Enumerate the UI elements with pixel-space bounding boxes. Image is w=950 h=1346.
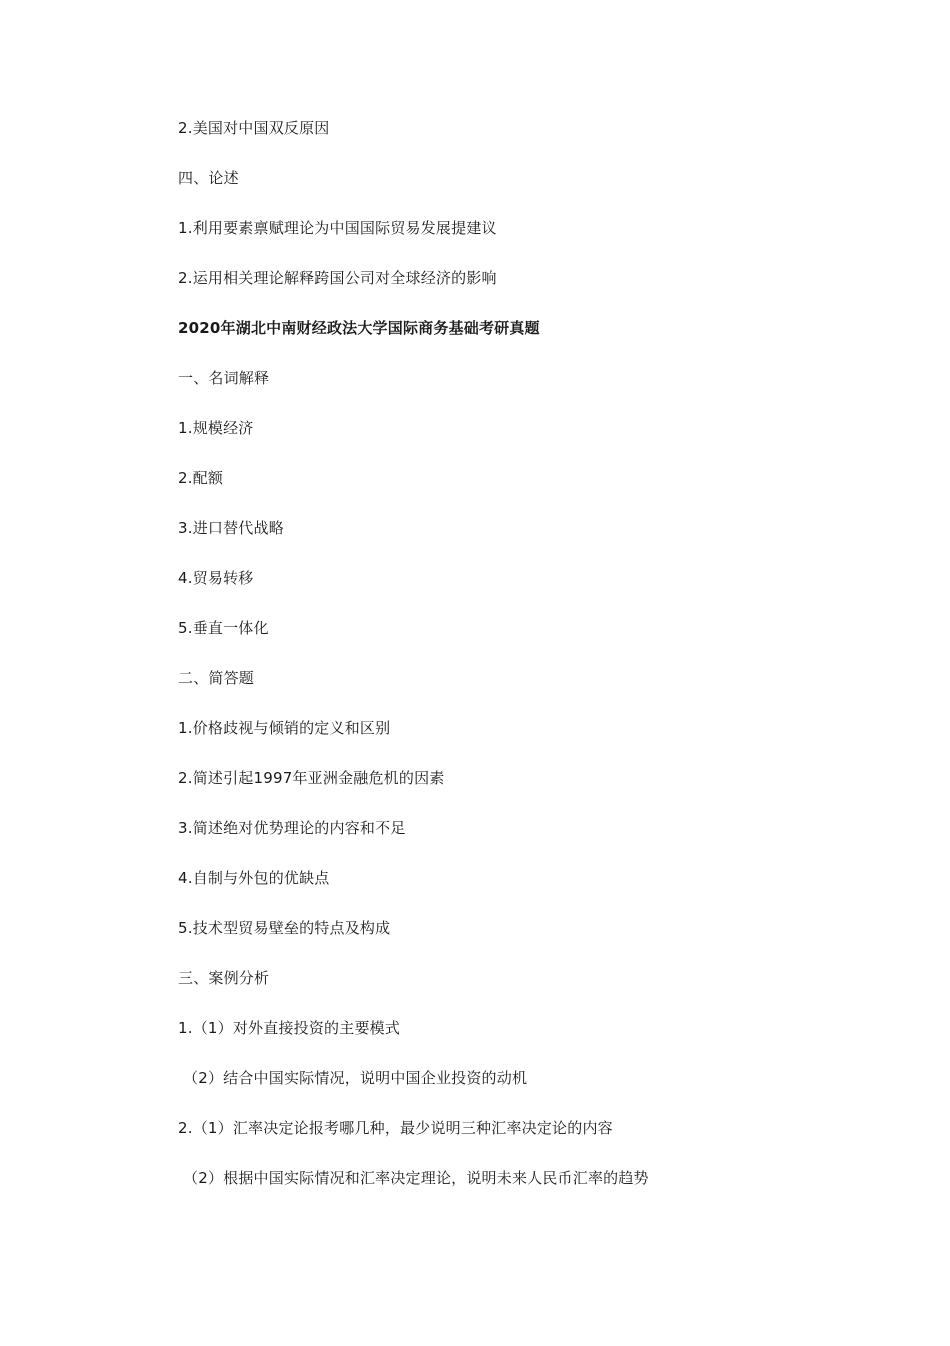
case-2-part-2: （2）根据中国实际情况和汇率决定理论，说明未来人民币汇率的趋势 <box>183 1169 649 1187</box>
case-1-part-1: 1.（1）对外直接投资的主要模式 <box>178 1019 401 1037</box>
term-item-2: 2.配额 <box>178 469 224 487</box>
section-heading-case-analysis: 三、案例分析 <box>178 969 270 987</box>
section-heading-short-answer: 二、简答题 <box>178 669 255 687</box>
term-item-1: 1.规模经济 <box>178 419 254 437</box>
short-answer-4: 4.自制与外包的优缺点 <box>178 869 330 887</box>
short-answer-3: 3.简述绝对优势理论的内容和不足 <box>178 819 406 837</box>
exam-title: 2020年湖北中南财经政法大学国际商务基础考研真题 <box>178 319 540 337</box>
term-item-4: 4.贸易转移 <box>178 569 254 587</box>
section-heading-essay: 四、论述 <box>178 169 239 187</box>
essay-question-2: 2.运用相关理论解释跨国公司对全球经济的影响 <box>178 269 497 287</box>
short-answer-1: 1.价格歧视与倾销的定义和区别 <box>178 719 391 737</box>
case-1-part-2: （2）结合中国实际情况，说明中国企业投资的动机 <box>183 1069 528 1087</box>
short-answer-2: 2.简述引起1997年亚洲金融危机的因素 <box>178 769 445 787</box>
term-item-5: 5.垂直一体化 <box>178 619 269 637</box>
term-item-3: 3.进口替代战略 <box>178 519 284 537</box>
question-us-anti-dumping: 2.美国对中国双反原因 <box>178 119 330 137</box>
essay-question-1: 1.利用要素禀赋理论为中国国际贸易发展提建议 <box>178 219 497 237</box>
short-answer-5: 5.技术型贸易壁垒的特点及构成 <box>178 919 391 937</box>
case-2-part-1: 2.（1）汇率决定论报考哪几种，最少说明三种汇率决定论的内容 <box>178 1119 613 1137</box>
section-heading-terms: 一、名词解释 <box>178 369 270 387</box>
